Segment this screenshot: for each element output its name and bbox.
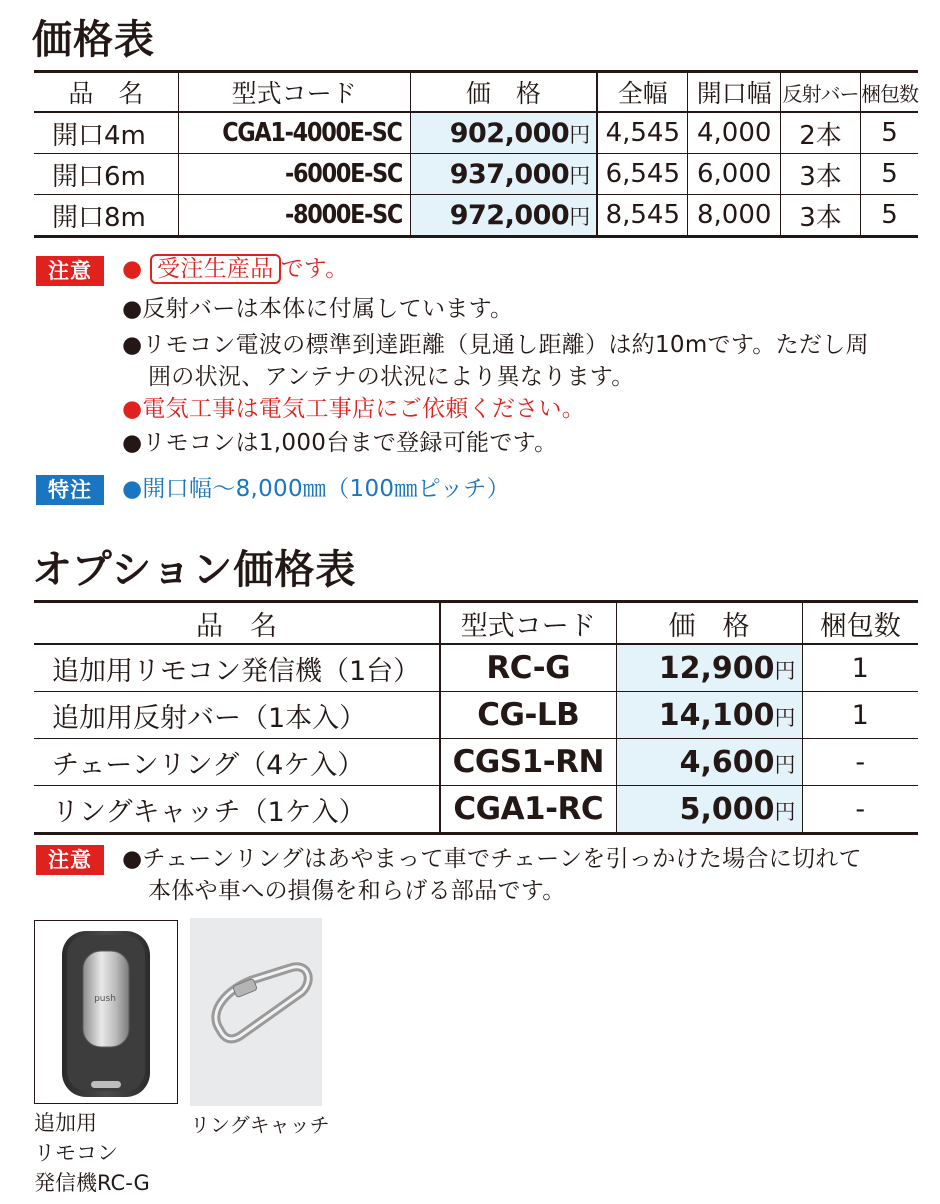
- bullet: ●: [122, 256, 143, 282]
- row-width: 4,545: [597, 112, 688, 154]
- row-code: CGA1-RC: [453, 791, 604, 827]
- table-row: [34, 692, 918, 739]
- remote-caption-line: 発信機RC-G: [34, 1171, 150, 1195]
- table-row: [34, 112, 918, 154]
- row-name: 追加用反射バー（1本入）: [34, 692, 440, 739]
- row-code: CGA1-4000E-SC: [222, 118, 402, 148]
- row-price: 14,100: [658, 697, 775, 733]
- header-price: 価 格: [616, 602, 802, 645]
- row-code: -8000E-SC: [284, 200, 402, 230]
- note-line: ●リモコン電波の標準到達距離（見通し距離）は約10mです。ただし周: [122, 332, 869, 358]
- header-name: 品 名: [34, 72, 178, 113]
- row-pack: 5: [860, 154, 918, 195]
- row-code: RC-G: [486, 650, 571, 686]
- remote-caption-line: リモコン: [34, 1141, 118, 1165]
- row-width: 8,545: [597, 195, 688, 237]
- header-code: 型式コード: [440, 602, 616, 645]
- row-name: 開口8m: [34, 195, 178, 237]
- page-title: 価格表: [32, 17, 155, 63]
- row-bar: 3本: [781, 154, 861, 195]
- remote-caption: [34, 1108, 150, 1198]
- row-name: 開口6m: [34, 154, 178, 195]
- price-table: [34, 70, 918, 238]
- row-pack: 1: [802, 644, 918, 692]
- ring-catch-photo: [190, 918, 322, 1106]
- row-width: 6,545: [597, 154, 688, 195]
- row-pack: 5: [860, 195, 918, 237]
- header-name: 品 名: [34, 602, 440, 645]
- remote-caption-line: 追加用: [34, 1111, 97, 1135]
- header-code: 型式コード: [178, 72, 410, 113]
- table-header-row: [34, 72, 918, 113]
- header-opening: 開口幅: [688, 72, 781, 113]
- push-label: push: [94, 994, 116, 1004]
- row-opening: 4,000: [688, 112, 781, 154]
- yen-unit: 円: [774, 705, 796, 730]
- row-bar: 3本: [781, 195, 861, 237]
- option-price-table: [34, 600, 918, 835]
- yen-unit: 円: [569, 163, 591, 188]
- table-row: [34, 739, 918, 786]
- row-pack: -: [802, 739, 918, 786]
- header-pack: 梱包数: [802, 602, 918, 645]
- table-row: [34, 195, 918, 237]
- row-code: CGS1-RN: [452, 744, 604, 780]
- ring-catch-icon: [190, 918, 322, 1106]
- note-line-electrical: ●電気工事は電気工事店にご依頼ください。: [122, 396, 586, 422]
- row-pack: -: [802, 786, 918, 834]
- row-pack: 1: [802, 692, 918, 739]
- row-price: 5,000: [679, 791, 775, 827]
- row-name: リングキャッチ（1ケ入）: [34, 786, 440, 834]
- remote-photo: [34, 920, 178, 1104]
- row-opening: 8,000: [688, 195, 781, 237]
- row-name: 開口4m: [34, 112, 178, 154]
- row-price: 902,000: [449, 117, 570, 149]
- row-name: 追加用リモコン発信機（1台）: [34, 644, 440, 692]
- made-to-order-suffix: です。: [280, 256, 349, 282]
- row-name: チェーンリング（4ケ入）: [34, 739, 440, 786]
- caution-badge: 注意: [36, 256, 104, 286]
- options-title: オプション価格表: [32, 547, 357, 593]
- row-price: 4,600: [679, 744, 775, 780]
- yen-unit: 円: [569, 122, 591, 147]
- table-row: [34, 644, 918, 692]
- yen-unit: 円: [569, 204, 591, 229]
- row-price: 972,000: [449, 199, 570, 231]
- special-order-badge: 特注: [36, 475, 104, 505]
- note-line: ●リモコンは1,000台まで登録可能です。: [122, 430, 558, 456]
- table-header-row: [34, 602, 918, 645]
- made-to-order-note: [122, 258, 349, 281]
- yen-unit: 円: [774, 799, 796, 824]
- row-code: CG-LB: [477, 697, 580, 733]
- remote-control-icon: [35, 921, 177, 1103]
- row-code: -6000E-SC: [284, 159, 402, 189]
- row-opening: 6,000: [688, 154, 781, 195]
- header-pack: 梱包数: [860, 72, 918, 113]
- row-pack: 5: [860, 112, 918, 154]
- note-line: ●チェーンリングはあやまって車でチェーンを引っかけた場合に切れて: [122, 846, 862, 872]
- header-price: 価 格: [410, 72, 597, 113]
- row-price: 12,900: [658, 650, 775, 686]
- note-line: 囲の状況、アンテナの状況により異なります。: [148, 364, 635, 390]
- special-order-note: ●開口幅〜8,000㎜（100㎜ピッチ）: [122, 476, 510, 502]
- ring-catch-caption: リングキャッチ: [190, 1113, 330, 1137]
- header-width: 全幅: [597, 72, 688, 113]
- yen-unit: 円: [774, 752, 796, 777]
- yen-unit: 円: [774, 658, 796, 683]
- caution-badge: 注意: [36, 845, 104, 875]
- row-bar: 2本: [781, 112, 861, 154]
- made-to-order-label: 受注生産品: [150, 254, 281, 284]
- table-row: [34, 786, 918, 834]
- header-bar: 反射バー: [781, 72, 861, 113]
- note-line: ●反射バーは本体に付属しています。: [122, 296, 514, 322]
- note-line: 本体や車への損傷を和らげる部品です。: [148, 878, 566, 904]
- table-row: [34, 154, 918, 195]
- row-price: 937,000: [449, 158, 570, 190]
